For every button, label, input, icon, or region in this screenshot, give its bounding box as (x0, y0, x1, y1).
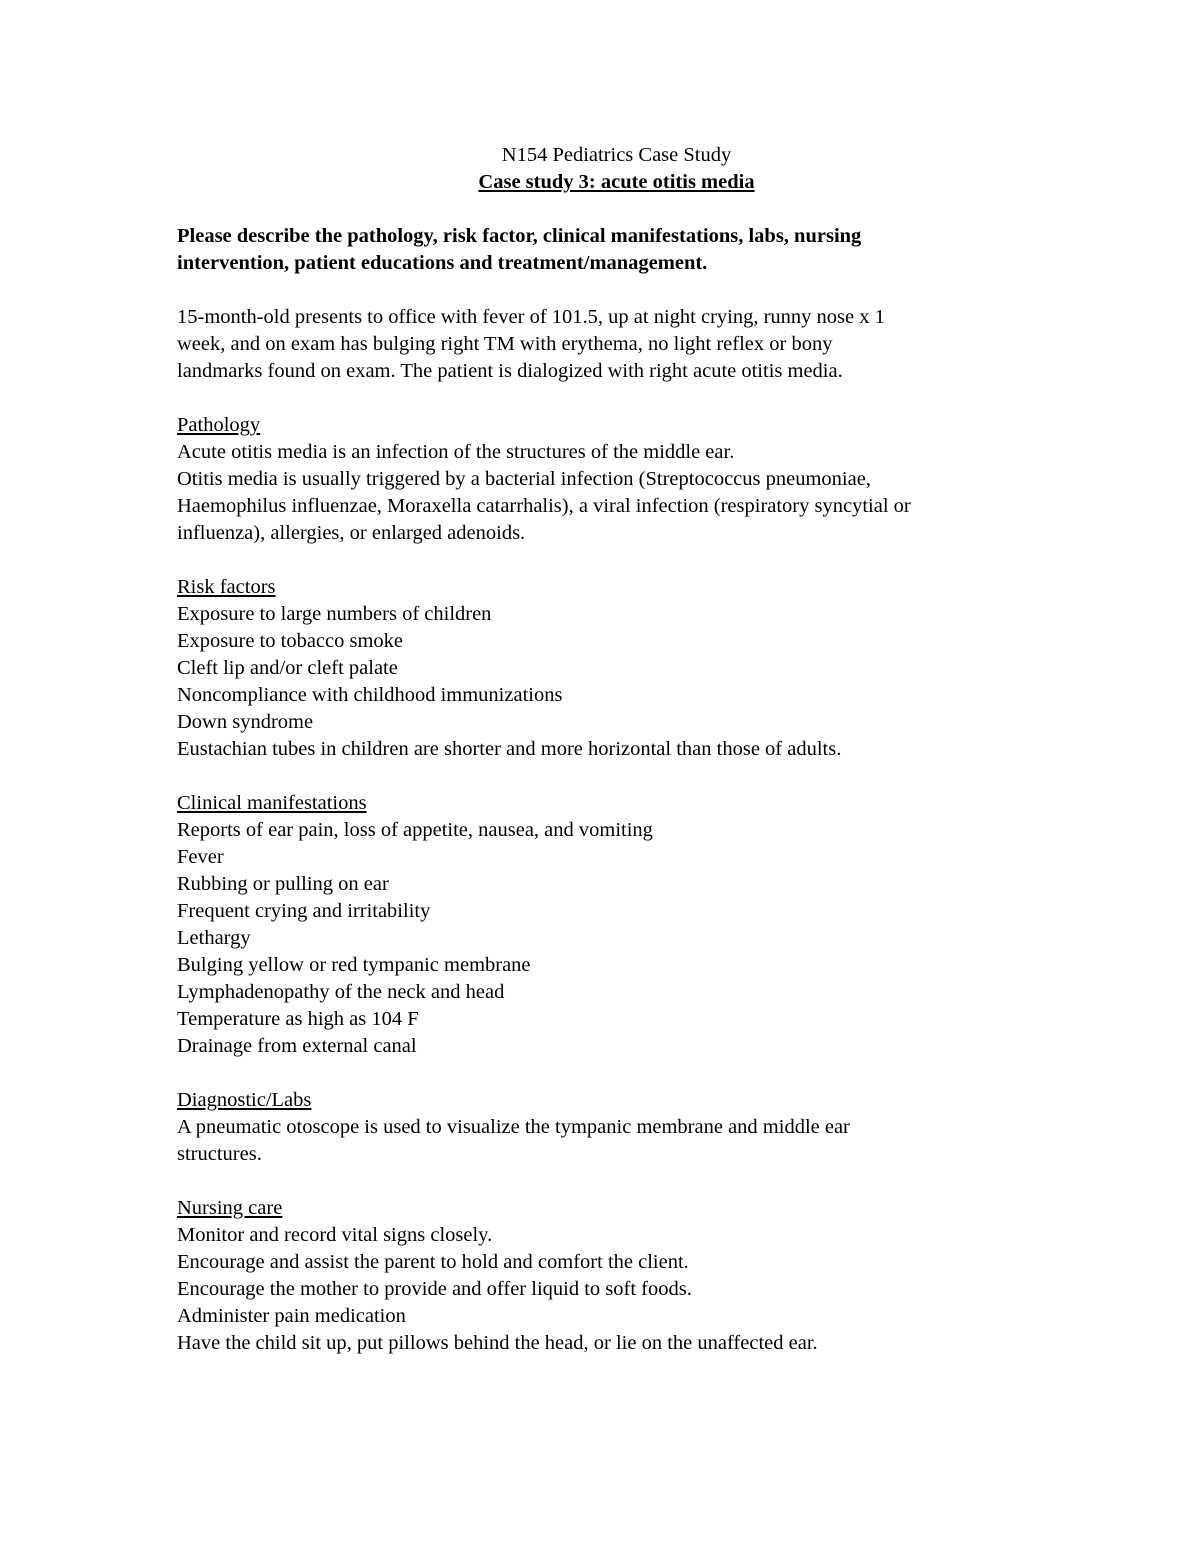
section-line: Encourage the mother to provide and offer liquid to soft foods. (177, 1278, 692, 1300)
section-diagnostic-labs (177, 1087, 1057, 1168)
scenario-line: week, and on exam has bulging right TM with erythema, no light reflex or bony (177, 333, 833, 355)
section-line: influenza), allergies, or enlarged adenoids. (177, 522, 526, 544)
section-heading: Clinical manifestations (177, 792, 367, 814)
section-line: Bulging yellow or red tympanic membrane (177, 954, 531, 976)
section-line: Eustachian tubes in children are shorter and more horizontal than those of adults. (177, 738, 842, 760)
section-line: Lymphadenopathy of the neck and head (177, 981, 505, 1003)
section-line: Fever (177, 846, 224, 868)
section-line: Otitis media is usually triggered by a bacterial infection (Streptococcus pneumoniae, (177, 468, 871, 490)
section-line: Have the child sit up, put pillows behind the head, or lie on the unaffected ear. (177, 1332, 818, 1354)
section-heading: Pathology (177, 414, 261, 436)
section-line: Encourage and assist the parent to hold and comfort the client. (177, 1251, 689, 1273)
document-body (177, 223, 1057, 1384)
document-subtitle: Case study 3: acute otitis media (478, 171, 755, 193)
section-line: Frequent crying and irritability (177, 900, 431, 922)
scenario-line: landmarks found on exam. The patient is dialogized with right acute otitis media. (177, 360, 843, 382)
section-heading: Risk factors (177, 576, 276, 598)
section-pathology (177, 412, 1057, 547)
instructions-line: intervention, patient educations and treatment/management. (177, 252, 708, 274)
section-clinical-manifestations (177, 790, 1057, 1060)
section-line: Drainage from external canal (177, 1035, 417, 1057)
section-line: Lethargy (177, 927, 251, 949)
section-line: Temperature as high as 104 F (177, 1008, 419, 1030)
section-risk-factors (177, 574, 1057, 763)
section-line: Administer pain medication (177, 1305, 406, 1327)
section-line: Reports of ear pain, loss of appetite, nausea, and vomiting (177, 819, 653, 841)
section-line: Exposure to large numbers of children (177, 603, 492, 625)
section-line: A pneumatic otoscope is used to visualize the tympanic membrane and middle ear (177, 1116, 850, 1138)
section-line: Haemophilus influenzae, Moraxella catarrhalis), a viral infection (respiratory syncytial or (177, 495, 911, 517)
document-title: N154 Pediatrics Case Study (501, 144, 732, 166)
section-line: Monitor and record vital signs closely. (177, 1224, 493, 1246)
section-line: Cleft lip and/or cleft palate (177, 657, 398, 679)
section-nursing-care (177, 1195, 1057, 1357)
section-heading: Nursing care (177, 1197, 283, 1219)
title-block (0, 142, 1200, 196)
section-line: Exposure to tobacco smoke (177, 630, 404, 652)
instructions-line: Please describe the pathology, risk factor, clinical manifestations, labs, nursing (177, 225, 862, 247)
section-line: Acute otitis media is an infection of the structures of the middle ear. (177, 441, 735, 463)
section-line: Rubbing or pulling on ear (177, 873, 389, 895)
section-line: Down syndrome (177, 711, 314, 733)
scenario-line: 15-month-old presents to office with fever of 101.5, up at night crying, runny nose x 1 (177, 306, 885, 328)
section-line: Noncompliance with childhood immunizations (177, 684, 563, 706)
section-line: structures. (177, 1143, 262, 1165)
section-heading: Diagnostic/Labs (177, 1089, 312, 1111)
scenario-paragraph (177, 304, 1057, 385)
instructions-paragraph (177, 223, 1057, 277)
